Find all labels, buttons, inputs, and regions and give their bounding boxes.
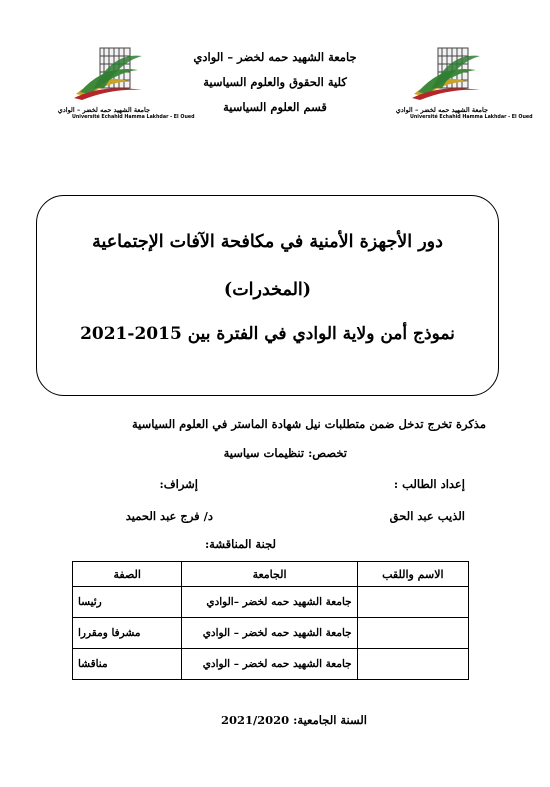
member-university: جامعة الشهيد حمه لخضر – الوادي (182, 649, 357, 680)
university-emblem-icon (72, 42, 150, 106)
logo-caption-arabic: جامعة الشهيد حمه لخضر – الوادي (57, 106, 150, 114)
university-logo-left (57, 42, 195, 124)
header-university: الجامعة (182, 562, 357, 587)
table-row (73, 587, 469, 618)
specialization: تخصص: تنظيمات سياسية (223, 446, 347, 460)
student-label: إعداد الطالب : (393, 477, 465, 491)
header-role: الصفة (73, 562, 182, 587)
table-row (73, 618, 469, 649)
thesis-description: مذكرة تخرج تدخل ضمن متطلبات نيل شهادة الماستر في العلوم السياسية (131, 417, 486, 431)
member-name (357, 587, 468, 618)
department-name: قسم العلوم السياسية (223, 100, 327, 114)
table-row (73, 649, 469, 680)
member-name (357, 618, 468, 649)
member-name (357, 649, 468, 680)
logo-caption-french: Université Echahid Hamma Lakhdar - El Oued (72, 115, 195, 120)
logo-caption-french: Université Echahid Hamma Lakhdar - El Oued (410, 115, 533, 120)
committee-label: لجنة المناقشة: (204, 537, 276, 551)
student-name: الذيب عبد الحق (389, 509, 465, 523)
academic-year: السنة الجامعية: 2021/2020 (220, 713, 367, 727)
thesis-title-box (36, 195, 499, 396)
thesis-title-line2: (المخدرات) (223, 280, 312, 300)
supervisor-label: إشراف: (159, 477, 198, 491)
member-university: جامعة الشهيد حمه لخضر – الوادي (182, 618, 357, 649)
table-header-row (73, 562, 469, 587)
thesis-title-line3: نموذج أمن ولاية الوادي في الفترة بين 2015-2021 (80, 324, 455, 344)
member-role: رئيسا (73, 587, 182, 618)
faculty-name: كلية الحقوق والعلوم السياسية (203, 75, 347, 89)
member-role: مشرفا ومقررا (73, 618, 182, 649)
committee-table (72, 561, 469, 680)
university-name: جامعة الشهيد حمه لخضر – الوادي (193, 50, 357, 64)
member-university: جامعة الشهيد حمه لخضر –الوادي (182, 587, 357, 618)
university-logo-right (395, 42, 533, 124)
logo-caption-arabic: جامعة الشهيد حمه لخضر – الوادي (395, 106, 488, 114)
header-name: الاسم واللقب (357, 562, 468, 587)
supervisor-name: د/ فرج عبد الحميد (125, 509, 213, 523)
thesis-title-line1: دور الأجهزة الأمنية في مكافحة الآفات الإجتماعية (92, 232, 443, 252)
member-role: مناقشا (73, 649, 182, 680)
university-emblem-icon (410, 42, 488, 106)
